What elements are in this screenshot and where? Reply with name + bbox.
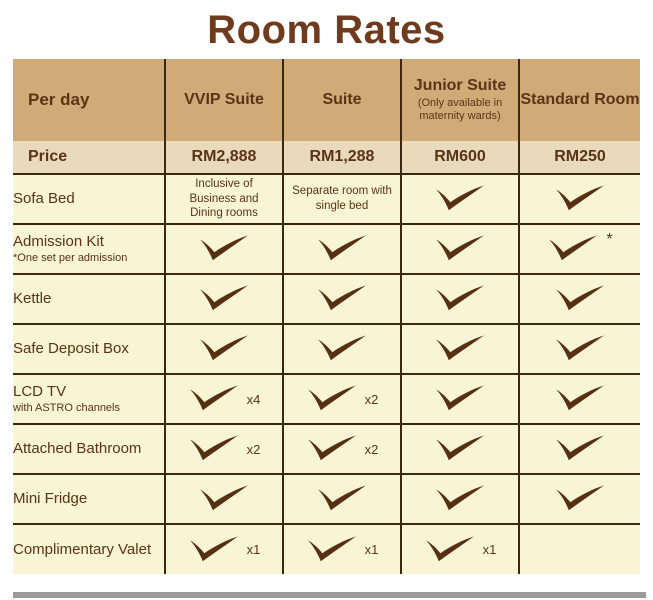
- feature-note-text: Inclusive of Business and Dining rooms: [189, 177, 259, 220]
- checkmark-icon: [434, 383, 486, 415]
- checkmark-icon: [198, 483, 250, 515]
- feature-check-cell: [165, 324, 283, 374]
- checkmark-icon: [306, 534, 358, 566]
- checkmark-icon: [554, 433, 606, 465]
- header-row: [13, 59, 640, 141]
- feature-check-cell: [401, 474, 519, 524]
- table-header: [13, 59, 640, 141]
- feature-text-cell: [283, 174, 401, 224]
- price-value-suite: RM1,288: [283, 141, 401, 174]
- row-label-text: Attached Bathroom: [13, 440, 142, 457]
- checkmark-icon: [316, 483, 368, 515]
- table-row: [13, 274, 640, 324]
- feature-check-cell: [165, 374, 283, 424]
- row-label: [13, 374, 165, 424]
- checkmark-icon: [316, 233, 368, 265]
- checkmark-icon: [434, 283, 486, 315]
- feature-check-cell: [401, 174, 519, 224]
- price-row-label: Price: [13, 141, 165, 174]
- feature-note-text: Separate room with single bed: [292, 185, 392, 212]
- row-sublabel-text: with ASTRO channels: [13, 401, 120, 414]
- table-row: [13, 374, 640, 424]
- feature-check-cell: [401, 274, 519, 324]
- row-label: [13, 174, 165, 224]
- table-body: [13, 141, 640, 574]
- price-value-junior-suite: RM600: [401, 141, 519, 174]
- feature-check-cell: [165, 524, 283, 574]
- page-title: Room Rates: [207, 8, 446, 52]
- column-header-per-day: [13, 59, 165, 141]
- feature-check-cell: [283, 424, 401, 474]
- row-label: [13, 274, 165, 324]
- table-row: [13, 174, 640, 224]
- column-header-junior-suite: [401, 59, 519, 141]
- checkmark-icon: [198, 333, 250, 365]
- row-label-text: Admission Kit: [13, 232, 104, 250]
- feature-check-cell: [519, 274, 640, 324]
- row-label: [13, 224, 165, 274]
- feature-check-cell: [519, 174, 640, 224]
- row-label-text: Safe Deposit Box: [13, 340, 129, 357]
- quantity-label: x4: [246, 391, 261, 407]
- room-rates-table: [13, 59, 640, 574]
- column-label: VVIP Suite: [184, 90, 264, 108]
- feature-text-cell: [165, 174, 283, 224]
- column-header-vvip-suite: [165, 59, 283, 141]
- checkmark-icon: [188, 534, 240, 566]
- table-row: [13, 524, 640, 574]
- row-label-text: LCD TV: [13, 382, 67, 400]
- row-sublabel-text: *One set per admission: [13, 251, 128, 264]
- checkmark-icon: [316, 283, 368, 315]
- feature-check-cell: [283, 374, 401, 424]
- feature-check-cell: [401, 324, 519, 374]
- checkmark-icon: [424, 534, 476, 566]
- checkmark-icon: [554, 183, 606, 215]
- checkmark-icon: [434, 433, 486, 465]
- feature-check-cell: [401, 374, 519, 424]
- footer-bar: [13, 592, 646, 598]
- checkmark-icon: [554, 383, 606, 415]
- row-label: [13, 474, 165, 524]
- feature-check-cell: [165, 424, 283, 474]
- row-label-text: Sofa Bed: [13, 190, 75, 207]
- quantity-label: x1: [364, 542, 379, 557]
- row-label-text: Complimentary Valet: [13, 540, 152, 558]
- checkmark-icon: [198, 233, 250, 265]
- feature-check-cell: [519, 474, 640, 524]
- quantity-label: x1: [246, 542, 261, 557]
- checkmark-icon: [434, 483, 486, 515]
- feature-check-cell: [283, 274, 401, 324]
- price-value-vvip-suite: RM2,888: [165, 141, 283, 174]
- feature-check-cell: [519, 424, 640, 474]
- checkmark-icon: [554, 283, 606, 315]
- column-label: Per day: [28, 90, 90, 110]
- feature-empty-cell: [519, 524, 640, 574]
- column-sublabel: (Only available in maternity wards): [417, 97, 503, 123]
- row-label: [13, 524, 165, 574]
- feature-check-cell: [165, 274, 283, 324]
- column-label: Suite: [322, 90, 362, 108]
- checkmark-icon: [306, 433, 358, 465]
- column-header-standard-room: [519, 59, 640, 141]
- row-label-text: Mini Fridge: [13, 490, 88, 507]
- column-label: Standard Room: [520, 90, 640, 108]
- quantity-label: x2: [364, 391, 379, 407]
- feature-check-cell: [283, 524, 401, 574]
- checkmark-icon: [547, 233, 599, 265]
- checkmark-icon: [188, 433, 240, 465]
- feature-check-cell: [401, 424, 519, 474]
- quantity-label: x1: [482, 542, 497, 557]
- feature-check-cell: [519, 224, 640, 274]
- column-label: Junior Suite: [413, 76, 507, 94]
- asterisk-note: *: [606, 231, 613, 248]
- feature-check-cell: [519, 374, 640, 424]
- table-row: [13, 474, 640, 524]
- table-row: [13, 424, 640, 474]
- feature-check-cell: [165, 224, 283, 274]
- checkmark-icon: [198, 283, 250, 315]
- checkmark-icon: [554, 483, 606, 515]
- checkmark-icon: [554, 333, 606, 365]
- feature-check-cell: [401, 524, 519, 574]
- column-header-suite: [283, 59, 401, 141]
- checkmark-icon: [316, 333, 368, 365]
- feature-check-cell: [519, 324, 640, 374]
- checkmark-icon: [188, 383, 240, 415]
- row-label-text: Kettle: [13, 290, 52, 307]
- price-value-standard-room: RM250: [519, 141, 640, 174]
- price-row: [13, 141, 640, 174]
- table-row: [13, 224, 640, 274]
- feature-check-cell: [401, 224, 519, 274]
- feature-check-cell: [283, 474, 401, 524]
- feature-check-cell: [283, 224, 401, 274]
- quantity-label: x2: [246, 441, 261, 457]
- feature-check-cell: [165, 474, 283, 524]
- table-row: [13, 324, 640, 374]
- quantity-label: x2: [364, 441, 379, 457]
- checkmark-icon: [434, 183, 486, 215]
- feature-check-cell: [283, 324, 401, 374]
- checkmark-icon: [434, 233, 486, 265]
- row-label: [13, 424, 165, 474]
- checkmark-icon: [306, 383, 358, 415]
- row-label: [13, 324, 165, 374]
- checkmark-icon: [434, 333, 486, 365]
